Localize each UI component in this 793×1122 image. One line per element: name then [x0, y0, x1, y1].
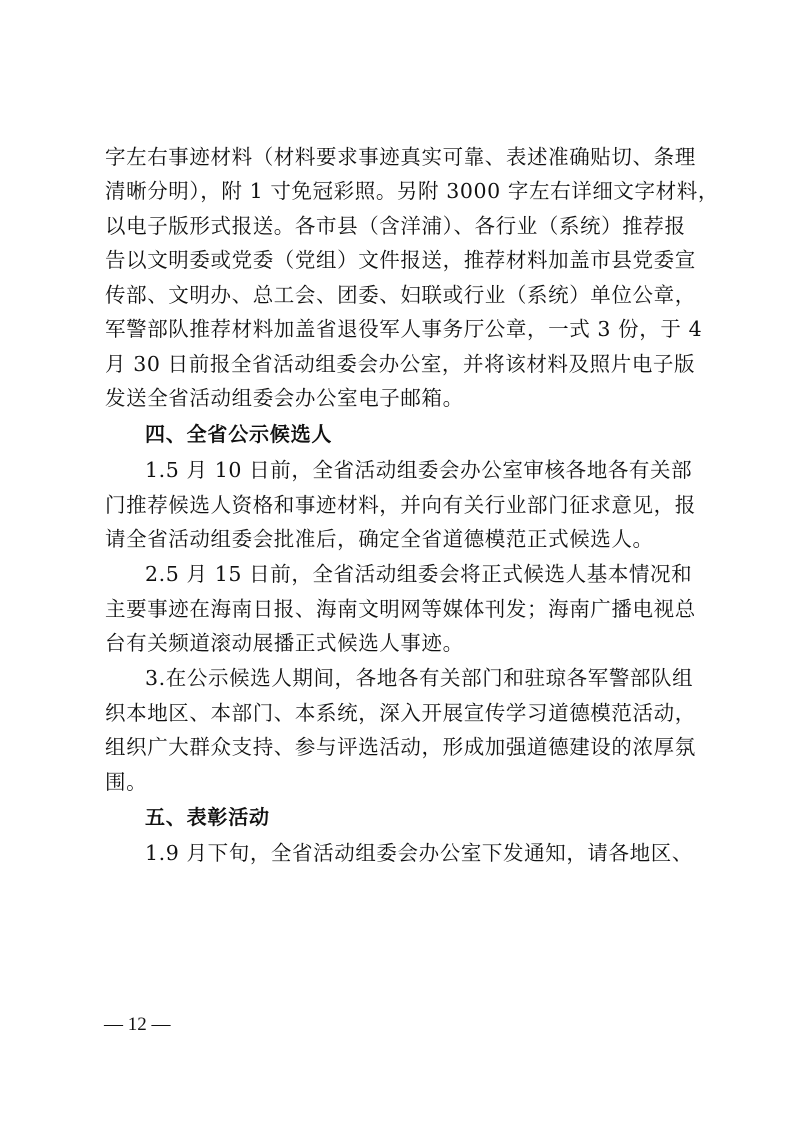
paragraph-line: 3.在公示候选人期间，各地各有关部门和驻琼各军警部队组 — [145, 666, 694, 690]
paragraph-line: 月 30 日前报全省活动组委会办公室，并将该材料及照片电子版 — [105, 352, 696, 376]
paragraph-line: 台有关频道滚动展播正式候选人事迹。 — [105, 631, 464, 655]
paragraph-line: 织本地区、本部门、本系统，深入开展宣传学习道德模范活动， — [105, 701, 696, 725]
paragraph-line: 传部、文明办、总工会、团委、妇联或行业（系统）单位公章， — [105, 283, 696, 307]
section-heading-5: 五、表彰活动 — [145, 805, 270, 829]
paragraph-line: 告以文明委或党委（党组）文件报送，推荐材料加盖市县党委宣 — [105, 248, 696, 272]
paragraph-line: 清晰分明），附 1 寸免冠彩照。另附 3000 字左右详细文字材料， — [105, 179, 719, 203]
paragraph-line: 请全省活动组委会批准后，确定全省道德模范正式候选人。 — [105, 527, 654, 551]
paragraph-line: 2.5 月 15 日前，全省活动组委会将正式候选人基本情况和 — [145, 562, 693, 586]
paragraph-line: 1.9 月下旬，全省活动组委会办公室下发通知，请各地区、 — [145, 841, 693, 865]
paragraph-line: 组织广大群众支持、参与评选活动，形成加强道德建设的浓厚氛 — [105, 735, 696, 759]
page-number: — 12 — — [104, 1014, 171, 1035]
paragraph-line: 1.5 月 10 日前，全省活动组委会办公室审核各地各有关部 — [145, 458, 693, 482]
paragraph-line: 门推荐候选人资格和事迹材料，并向有关行业部门征求意见，报 — [105, 493, 696, 517]
paragraph-line: 围。 — [105, 770, 148, 794]
paragraph-line: 主要事迹在海南日报、海南文明网等媒体刊发；海南广播电视总 — [105, 597, 696, 621]
paragraph-line: 发送全省活动组委会办公室电子邮箱。 — [105, 386, 464, 410]
paragraph-line: 军警部队推荐材料加盖省退役军人事务厅公章，一式 3 份，于 4 — [105, 317, 703, 341]
paragraph-line: 以电子版形式报送。各市县（含洋浦）、各行业（系统）推荐报 — [105, 214, 686, 238]
paragraph-line: 字左右事迹材料（材料要求事迹真实可靠、表述准确贴切、条理 — [105, 145, 696, 169]
section-heading-4: 四、全省公示候选人 — [145, 422, 333, 446]
